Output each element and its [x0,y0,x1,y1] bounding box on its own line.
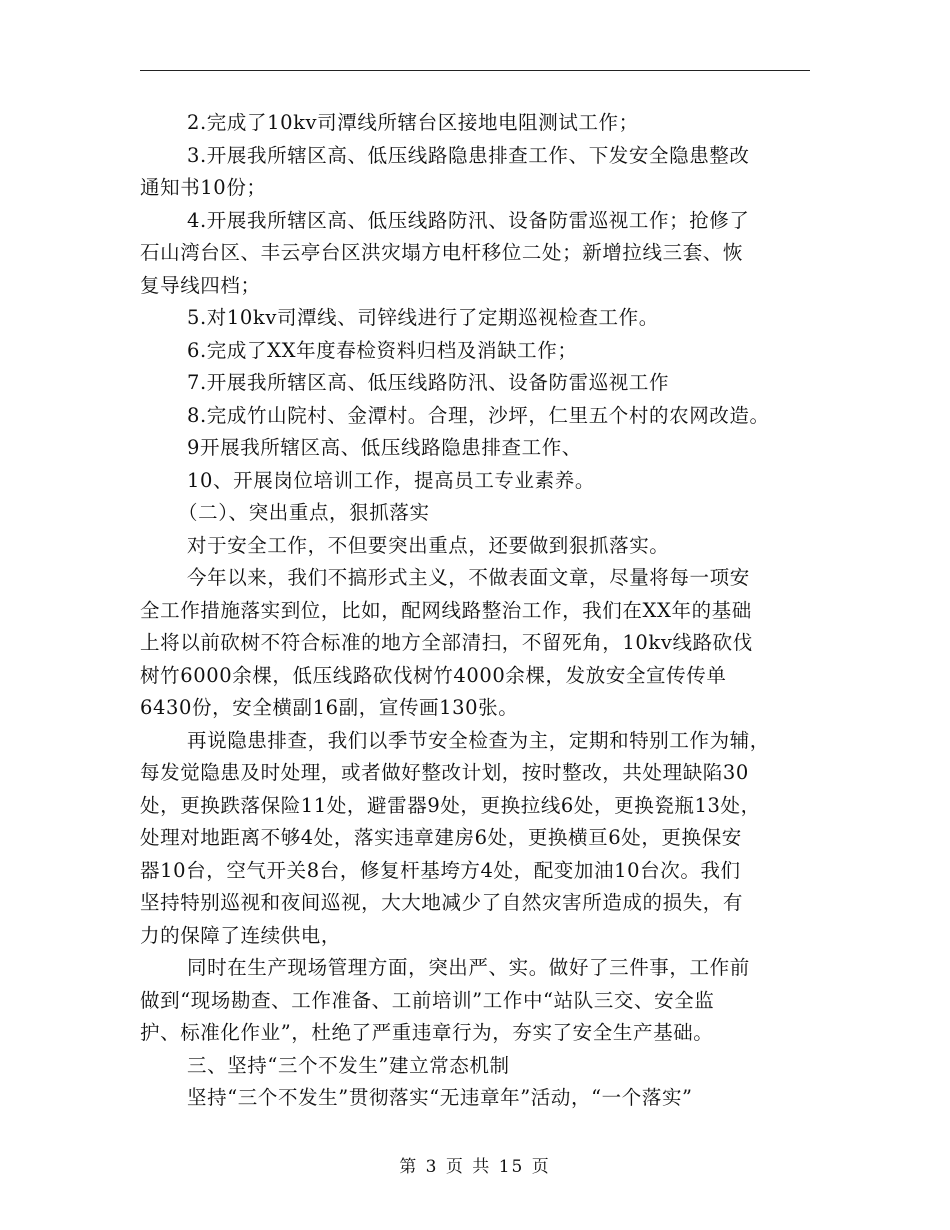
text-line: 复导线四档； [140,273,261,297]
text-line: 全工作措施落实到位，比如，配网线路整治工作，我们在XX年的基础 [140,598,752,622]
text-line: 7.开展我所辖区高、低压线路防汛、设备防雷巡视工作 [187,371,670,394]
text-line: 处理对地距离不够4处，落实违章建房6处，更换横亘6处，更换保安 [140,826,742,849]
document-body [140,107,820,1115]
text-line: 每发觉隐患及时处理，或者做好整改计划，按时整改，共处理缺陷30 [140,761,749,784]
text-line: 坚持“三个不发生”贯彻落实“无违章年”活动，“一个落实” [187,1086,693,1109]
text-line: 力的保障了连续供电， [140,923,342,947]
text-line: 处，更换跌落保险11处，避雷器9处，更换拉线6处，更换瓷瓶13处， [140,793,761,817]
text-line: 三、坚持“三个不发生”建立常态机制 [187,1053,510,1077]
text-line: 9开展我所辖区高、低压线路隐患排查工作、 [187,436,582,459]
text-line: 3.开展我所辖区高、低压线路隐患排查工作、下发安全隐患整改 [187,143,750,167]
page-footer: 第 3 页 共 15 页 [399,1157,551,1177]
text-line: 8.完成竹山院村、金潭村。合理，沙坪，仁里五个村的农网改造。 [187,403,770,427]
text-line: 再说隐患排查，我们以季节安全检查为主，定期和特别工作为辅， [187,728,770,752]
text-line: 5.对10kv司潭线、司锌线进行了定期巡视检查工作。 [187,306,659,329]
text-line: 同时在生产现场管理方面，突出严、实。做好了三件事，工作前 [187,956,750,979]
text-line: 护、标准化作业”，杜绝了严重违章行为，夯实了安全生产基础。 [140,1021,714,1044]
text-line: 坚持特别巡视和夜间巡视，大大地减少了自然灾害所造成的损失，有 [140,891,744,914]
text-line: 上将以前砍树不符合标准的地方全部清扫，不留死角，10kv线路砍伐 [140,631,753,654]
text-line: 做到“现场勘查、工作准备、工前培训”工作中“站队三交、安全监 [140,988,715,1012]
text-line: 今年以来，我们不搞形式主义，不做表面文章，尽量将每一项安 [187,566,750,589]
text-line: 6430份，安全横副16副，宣传画130张。 [140,696,519,719]
header-rule [140,70,810,71]
text-line: 器10台，空气开关8台，修复杆基垮方4处，配变加油10台次。我们 [140,858,741,882]
text-line: 通知书10份； [140,176,267,199]
text-line: 石山湾台区、丰云亭台区洪灾塌方电杆移位二处；新增拉线三套、恢 [140,241,744,264]
text-line: 对于安全工作，不但要突出重点，还要做到狠抓落实。 [187,533,670,557]
text-line: 4.开展我所辖区高、低压线路防汛、设备防雷巡视工作；抢修了 [187,208,750,232]
text-line: （二）、突出重点，狠抓落实 [178,501,430,524]
text-line: 10、开展岗位培训工作，提高员工专业素养。 [187,468,595,492]
text-line: 树竹6000余棵，低压线路砍伐树竹4000余棵，发放安全宣传传单 [140,663,727,687]
text-line: 2.完成了10kv司潭线所辖台区接地电阻测试工作； [187,111,639,134]
text-line: 6.完成了XX年度春检资料归档及消缺工作； [187,338,578,362]
